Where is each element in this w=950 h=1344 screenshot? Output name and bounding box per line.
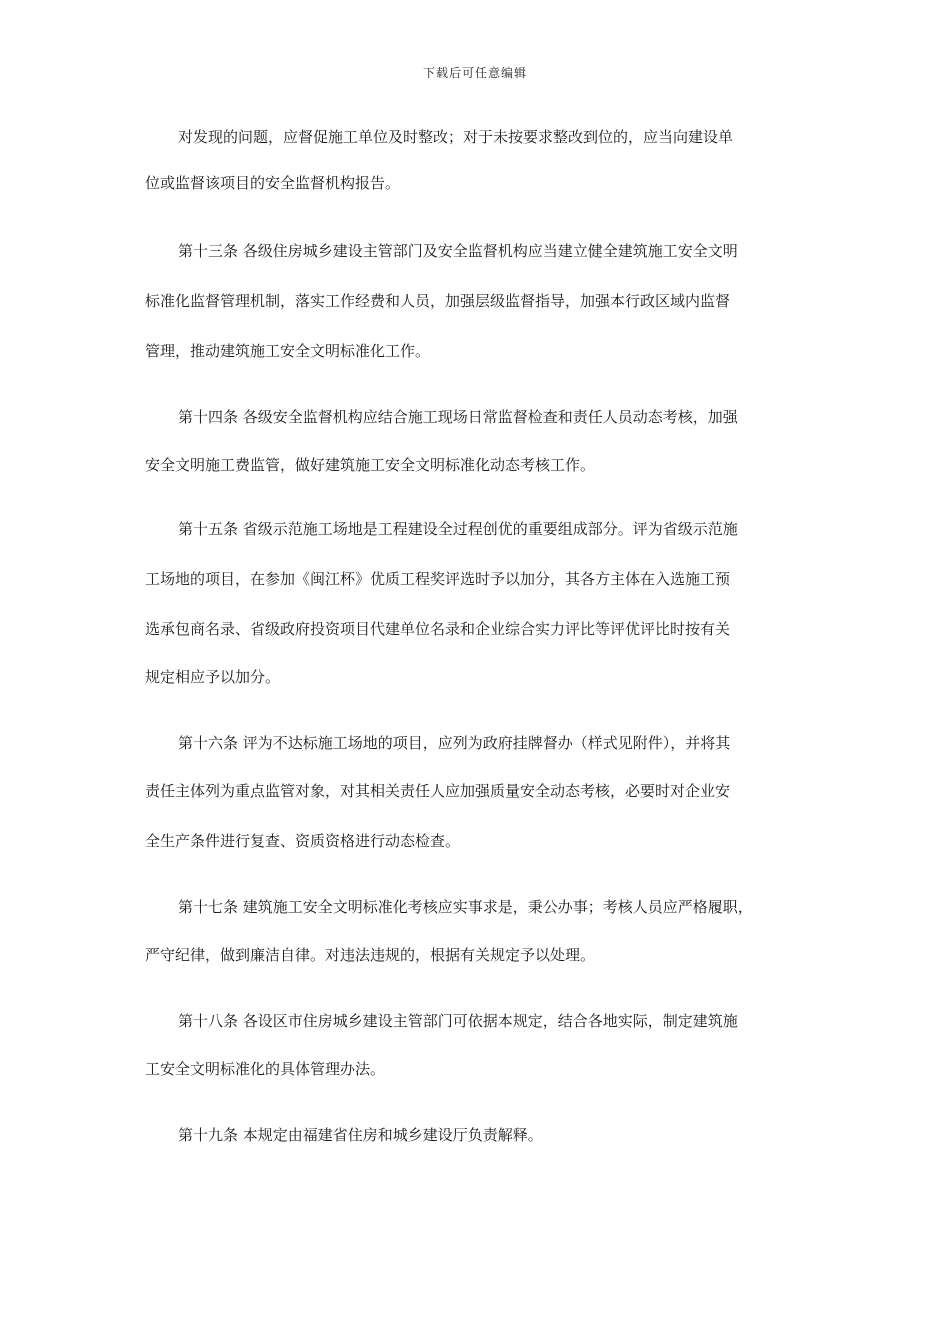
text-line: 第十六条 评为不达标施工场地的项目，应列为政府挂牌督办（样式见附件），并将其 bbox=[178, 734, 731, 752]
text-line: 全生产条件进行复查、资质资格进行动态检查。 bbox=[145, 832, 461, 850]
text-line: 规定相应予以加分。 bbox=[145, 668, 281, 686]
text-line: 第十七条 建筑施工安全文明标准化考核应实事求是，秉公办事；考核人员应严格履职， bbox=[178, 898, 753, 916]
text-line: 选承包商名录、省级政府投资项目代建单位名录和企业综合实力评比等评优评比时按有关 bbox=[145, 620, 731, 638]
text-line: 第十四条 各级安全监督机构应结合施工现场日常监督检查和责任人员动态考核，加强 bbox=[178, 408, 738, 426]
text-line: 责任主体列为重点监管对象，对其相关责任人应加强质量安全动态考核，必要时对企业安 bbox=[145, 782, 731, 800]
text-line: 标准化监督管理机制，落实工作经费和人员，加强层级监督指导，加强本行政区域内监督 bbox=[145, 292, 731, 310]
text-line: 对发现的问题，应督促施工单位及时整改；对于未按要求整改到位的，应当向建设单 bbox=[178, 128, 734, 146]
text-line: 第十三条 各级住房城乡建设主管部门及安全监督机构应当建立健全建筑施工安全文明 bbox=[178, 242, 738, 260]
text-line: 位或监督该项目的安全监督机构报告。 bbox=[145, 174, 401, 192]
text-line: 安全文明施工费监管，做好建筑施工安全文明标准化动态考核工作。 bbox=[145, 456, 596, 474]
text-line: 工安全文明标准化的具体管理办法。 bbox=[145, 1060, 386, 1078]
page-header: 下载后可任意编辑 bbox=[422, 66, 527, 80]
text-line: 管理，推动建筑施工安全文明标准化工作。 bbox=[145, 342, 431, 360]
text-line: 第十八条 各设区市住房城乡建设主管部门可依据本规定，结合各地实际，制定建筑施 bbox=[178, 1012, 738, 1030]
text-line: 严守纪律，做到廉洁自律。对违法违规的，根据有关规定予以处理。 bbox=[145, 946, 596, 964]
text-line: 工场地的项目，在参加《闽江杯》优质工程奖评选时予以加分，其各方主体在入选施工预 bbox=[145, 570, 731, 588]
text-line: 第十五条 省级示范施工场地是工程建设全过程创优的重要组成部分。评为省级示范施 bbox=[178, 520, 738, 538]
text-line: 第十九条 本规定由福建省住房和城乡建设厅负责解释。 bbox=[178, 1126, 543, 1144]
